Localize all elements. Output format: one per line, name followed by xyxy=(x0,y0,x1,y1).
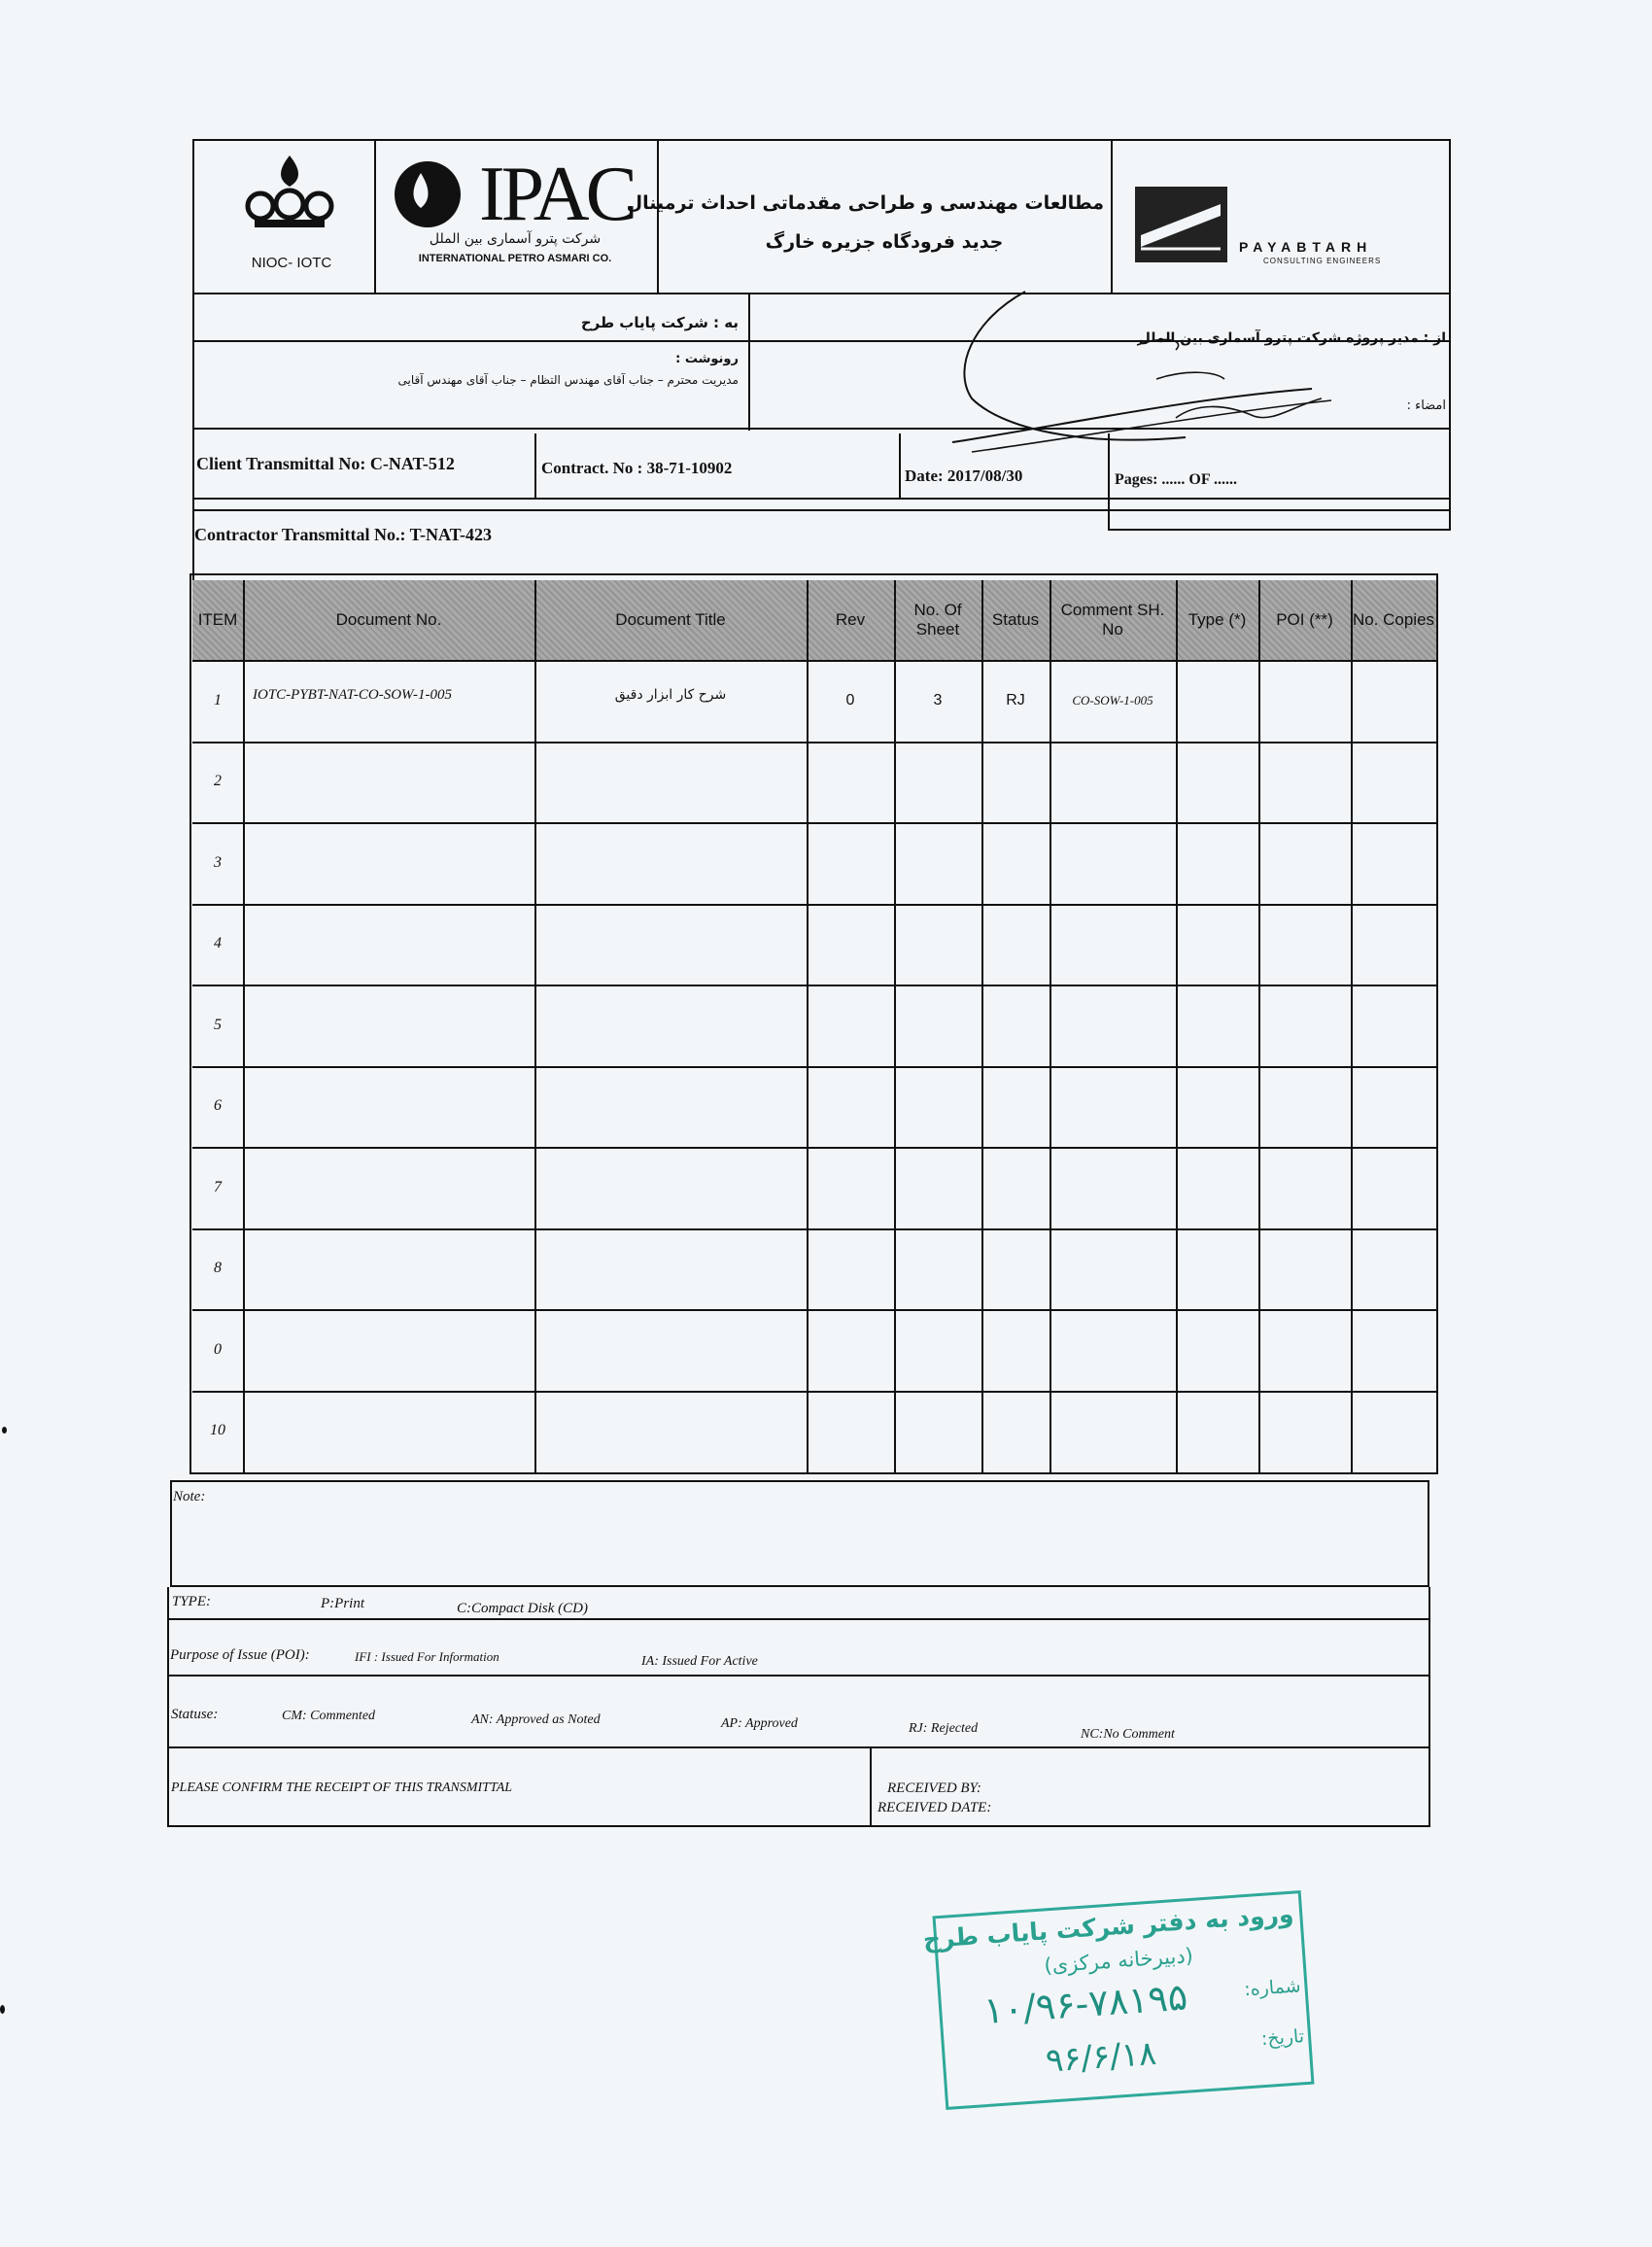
status-rj: RJ: Rejected xyxy=(909,1721,979,1736)
table-cell-sheets xyxy=(894,742,981,823)
table-cell-title xyxy=(534,1391,807,1472)
receipt-stamp xyxy=(921,1890,1314,2110)
ipac-drop-icon xyxy=(384,156,476,233)
table-cell-comment xyxy=(1050,1228,1176,1310)
table-cell-comment xyxy=(1050,1391,1176,1472)
poi-label: Purpose of Issue (POI): xyxy=(170,1647,310,1663)
table-cell-doc_no xyxy=(243,1391,534,1472)
table-cell-comment xyxy=(1050,742,1176,823)
ipac-logo-text: IPAC xyxy=(479,152,634,237)
table-cell-rev xyxy=(807,904,894,985)
table-cell-title xyxy=(534,1309,807,1391)
poi-ifi: IFI : Issued For Information xyxy=(355,1649,499,1664)
table-cell-doc_no xyxy=(243,1309,534,1391)
table-cell-poi xyxy=(1258,822,1351,904)
table-cell-poi xyxy=(1258,660,1351,742)
table-cell-item: 5 xyxy=(214,1016,222,1033)
table-cell-doc_no xyxy=(243,904,534,985)
table-cell-doc_no xyxy=(243,1228,534,1310)
table-cell-status xyxy=(981,1391,1050,1472)
table-cell-rev xyxy=(807,742,894,823)
received-by-label: RECEIVED BY: xyxy=(887,1780,981,1796)
handwritten-signature xyxy=(933,282,1360,467)
table-cell-rev: 0 xyxy=(845,691,855,709)
ipac-persian-name: شرکت پترو آسماری بین الملل xyxy=(429,231,602,247)
table-cell-sheets: 3 xyxy=(933,691,943,709)
note-box xyxy=(170,1480,1429,1587)
table-cell-rev xyxy=(807,985,894,1066)
stamp-date-label: تاریخ: xyxy=(1260,2025,1305,2051)
contract-no: Contract. No : 38-71-10902 xyxy=(541,459,733,477)
table-cell-rev xyxy=(807,1309,894,1391)
table-cell-status xyxy=(981,1309,1050,1391)
table-cell-poi xyxy=(1258,904,1351,985)
table-cell-copies xyxy=(1351,742,1436,823)
stamp-line2: (دبیرخانه مرکزی) xyxy=(1043,1943,1194,1978)
table-cell-copies xyxy=(1351,1309,1436,1391)
payabtarh-logo-icon xyxy=(1135,187,1227,262)
poi-ia: IA: Issued For Active xyxy=(641,1654,758,1669)
confirm-receipt-text: PLEASE CONFIRM THE RECEIPT OF THIS TRANSMITTAL xyxy=(171,1780,513,1795)
table-cell-copies xyxy=(1351,1391,1436,1472)
table-cell-copies xyxy=(1351,660,1436,742)
stamp-number-value: ۱۰/۹۶-۷۸۱۹۵ xyxy=(981,1975,1189,2032)
status-label: Statuse: xyxy=(171,1707,219,1722)
table-cell-title xyxy=(534,742,807,823)
note-label: Note: xyxy=(173,1489,206,1504)
table-header-cell: Comment SH. No xyxy=(1050,580,1176,660)
table-cell-doc_no xyxy=(243,742,534,823)
table-header-cell: ITEM xyxy=(192,580,243,660)
project-title-line1: مطالعات مهندسی و طراحی مقدماتی احداث ترمینال xyxy=(626,192,1104,214)
table-header-cell: Document No. xyxy=(243,580,534,660)
table-cell-sheets xyxy=(894,1066,981,1148)
status-nc: NC:No Comment xyxy=(1081,1727,1175,1742)
scan-speck xyxy=(2,1427,7,1434)
table-header-cell: Document Title xyxy=(534,580,807,660)
cc-label: رونوشت : xyxy=(675,352,739,366)
table-cell-copies xyxy=(1351,1066,1436,1148)
table-cell-poi xyxy=(1258,1228,1351,1310)
table-cell-rev xyxy=(807,1147,894,1228)
table-cell-item: 4 xyxy=(214,935,222,952)
table-cell-title xyxy=(534,985,807,1066)
table-cell-sheets xyxy=(894,904,981,985)
table-cell-type xyxy=(1176,1147,1258,1228)
type-cd: C:Compact Disk (CD) xyxy=(457,1601,588,1616)
table-cell-doc_no: IOTC-PYBT-NAT-CO-SOW-1-005 xyxy=(253,687,452,703)
table-cell-sheets xyxy=(894,1309,981,1391)
table-cell-status xyxy=(981,822,1050,904)
table-cell-title: شرح کار ابزار دقیق xyxy=(614,687,727,703)
table-cell-rev xyxy=(807,1066,894,1148)
table-cell-doc_no xyxy=(243,822,534,904)
table-cell-type xyxy=(1176,822,1258,904)
table-cell-title xyxy=(534,1066,807,1148)
table-cell-status xyxy=(981,1228,1050,1310)
table-cell-item: 2 xyxy=(214,773,222,790)
table-cell-poi xyxy=(1258,1391,1351,1472)
pages-count: Pages: ...... OF ...... xyxy=(1115,471,1238,488)
table-cell-copies xyxy=(1351,904,1436,985)
table-cell-status xyxy=(981,742,1050,823)
payabtarh-name: PAYABTARH xyxy=(1239,239,1373,255)
table-cell-title xyxy=(534,1147,807,1228)
table-cell-comment xyxy=(1050,822,1176,904)
table-cell-rev xyxy=(807,1228,894,1310)
table-cell-comment: CO-SOW-1-005 xyxy=(1072,692,1153,708)
table-cell-type xyxy=(1176,660,1258,742)
table-header-cell: No. Copies xyxy=(1351,580,1436,660)
table-header-cell: No. Of Sheet xyxy=(894,580,981,660)
table-cell-type xyxy=(1176,985,1258,1066)
table-cell-item: 10 xyxy=(210,1422,225,1439)
header-box xyxy=(192,139,1451,294)
table-cell-poi xyxy=(1258,1147,1351,1228)
table-cell-status xyxy=(981,904,1050,985)
table-cell-item: 7 xyxy=(214,1178,222,1195)
from-sender: از : مدیر پروژه شرکت پترو آسماری بین الملل xyxy=(1138,330,1446,346)
table-header-cell: Type (*) xyxy=(1176,580,1258,660)
received-date-label: RECEIVED DATE: xyxy=(878,1800,992,1815)
to-recipient: به : شرکت پایاب طرح xyxy=(580,314,739,331)
table-cell-item: 1 xyxy=(214,691,222,709)
stamp-line1: ورود به دفتر شرکت پایاب طرح xyxy=(921,1899,1295,1954)
payabtarh-subtitle: CONSULTING ENGINEERS xyxy=(1263,257,1382,265)
status-an: AN: Approved as Noted xyxy=(471,1712,601,1727)
type-label: TYPE: xyxy=(172,1594,212,1609)
table-cell-type xyxy=(1176,1228,1258,1310)
table-cell-sheets xyxy=(894,1391,981,1472)
table-cell-poi xyxy=(1258,1066,1351,1148)
table-cell-type xyxy=(1176,1066,1258,1148)
table-cell-poi xyxy=(1258,1309,1351,1391)
table-cell-copies xyxy=(1351,822,1436,904)
table-cell-copies xyxy=(1351,1228,1436,1310)
table-cell-item: 3 xyxy=(214,853,222,871)
table-cell-status: RJ xyxy=(1006,691,1025,709)
table-cell-sheets xyxy=(894,822,981,904)
signature-label: امضاء : xyxy=(1406,398,1446,413)
table-cell-rev xyxy=(807,822,894,904)
table-cell-type xyxy=(1176,742,1258,823)
table-cell-title xyxy=(534,822,807,904)
table-cell-poi xyxy=(1258,985,1351,1066)
table-cell-type xyxy=(1176,1391,1258,1472)
status-cm: CM: Commented xyxy=(282,1709,376,1723)
table-cell-sheets xyxy=(894,1228,981,1310)
table-cell-comment xyxy=(1050,904,1176,985)
table-cell-doc_no xyxy=(243,1066,534,1148)
project-title-line2: جدید فرودگاه جزیره خارگ xyxy=(765,231,1004,253)
nioc-logo xyxy=(231,146,348,243)
table-cell-sheets xyxy=(894,1147,981,1228)
nioc-label: NIOC- IOTC xyxy=(251,255,332,271)
contractor-transmittal-no: Contractor Transmittal No.: T-NAT-423 xyxy=(194,525,492,544)
table-cell-comment xyxy=(1050,1309,1176,1391)
table-cell-item: 6 xyxy=(214,1097,222,1115)
table-cell-rev xyxy=(807,1391,894,1472)
table-cell-doc_no xyxy=(243,985,534,1066)
table-cell-title xyxy=(534,1228,807,1310)
table-cell-item: 0 xyxy=(214,1340,222,1358)
table-cell-comment xyxy=(1050,1147,1176,1228)
table-cell-type xyxy=(1176,904,1258,985)
table-cell-title xyxy=(534,904,807,985)
table-cell-copies xyxy=(1351,985,1436,1066)
table-cell-status xyxy=(981,1066,1050,1148)
table-cell-type xyxy=(1176,1309,1258,1391)
table-cell-comment xyxy=(1050,985,1176,1066)
table-cell-status xyxy=(981,985,1050,1066)
cc-value: مدیریت محترم – جناب آقای مهندس التظام – جناب آقای مهندس آقایی xyxy=(397,373,739,387)
stamp-number-label: شماره: xyxy=(1243,1975,1302,2001)
table-cell-comment xyxy=(1050,1066,1176,1148)
transmittal-date: Date: 2017/08/30 xyxy=(905,467,1023,485)
status-ap: AP: Approved xyxy=(721,1716,798,1731)
ipac-english-name: INTERNATIONAL PETRO ASMARI CO. xyxy=(418,253,612,264)
stamp-date-value: ۹۶/۶/۱۸ xyxy=(1044,2033,1158,2081)
table-cell-copies xyxy=(1351,1147,1436,1228)
table-cell-doc_no xyxy=(243,1147,534,1228)
scan-speck xyxy=(0,2005,5,2014)
client-transmittal-no: Client Transmittal No: C-NAT-512 xyxy=(196,454,455,473)
table-cell-sheets xyxy=(894,985,981,1066)
table-cell-status xyxy=(981,1147,1050,1228)
type-print: P:Print xyxy=(321,1596,364,1611)
table-cell-poi xyxy=(1258,742,1351,823)
table-header-cell: POI (**) xyxy=(1258,580,1351,660)
table-header-cell: Rev xyxy=(807,580,894,660)
table-header-cell: Status xyxy=(981,580,1050,660)
table-cell-item: 8 xyxy=(214,1260,222,1277)
